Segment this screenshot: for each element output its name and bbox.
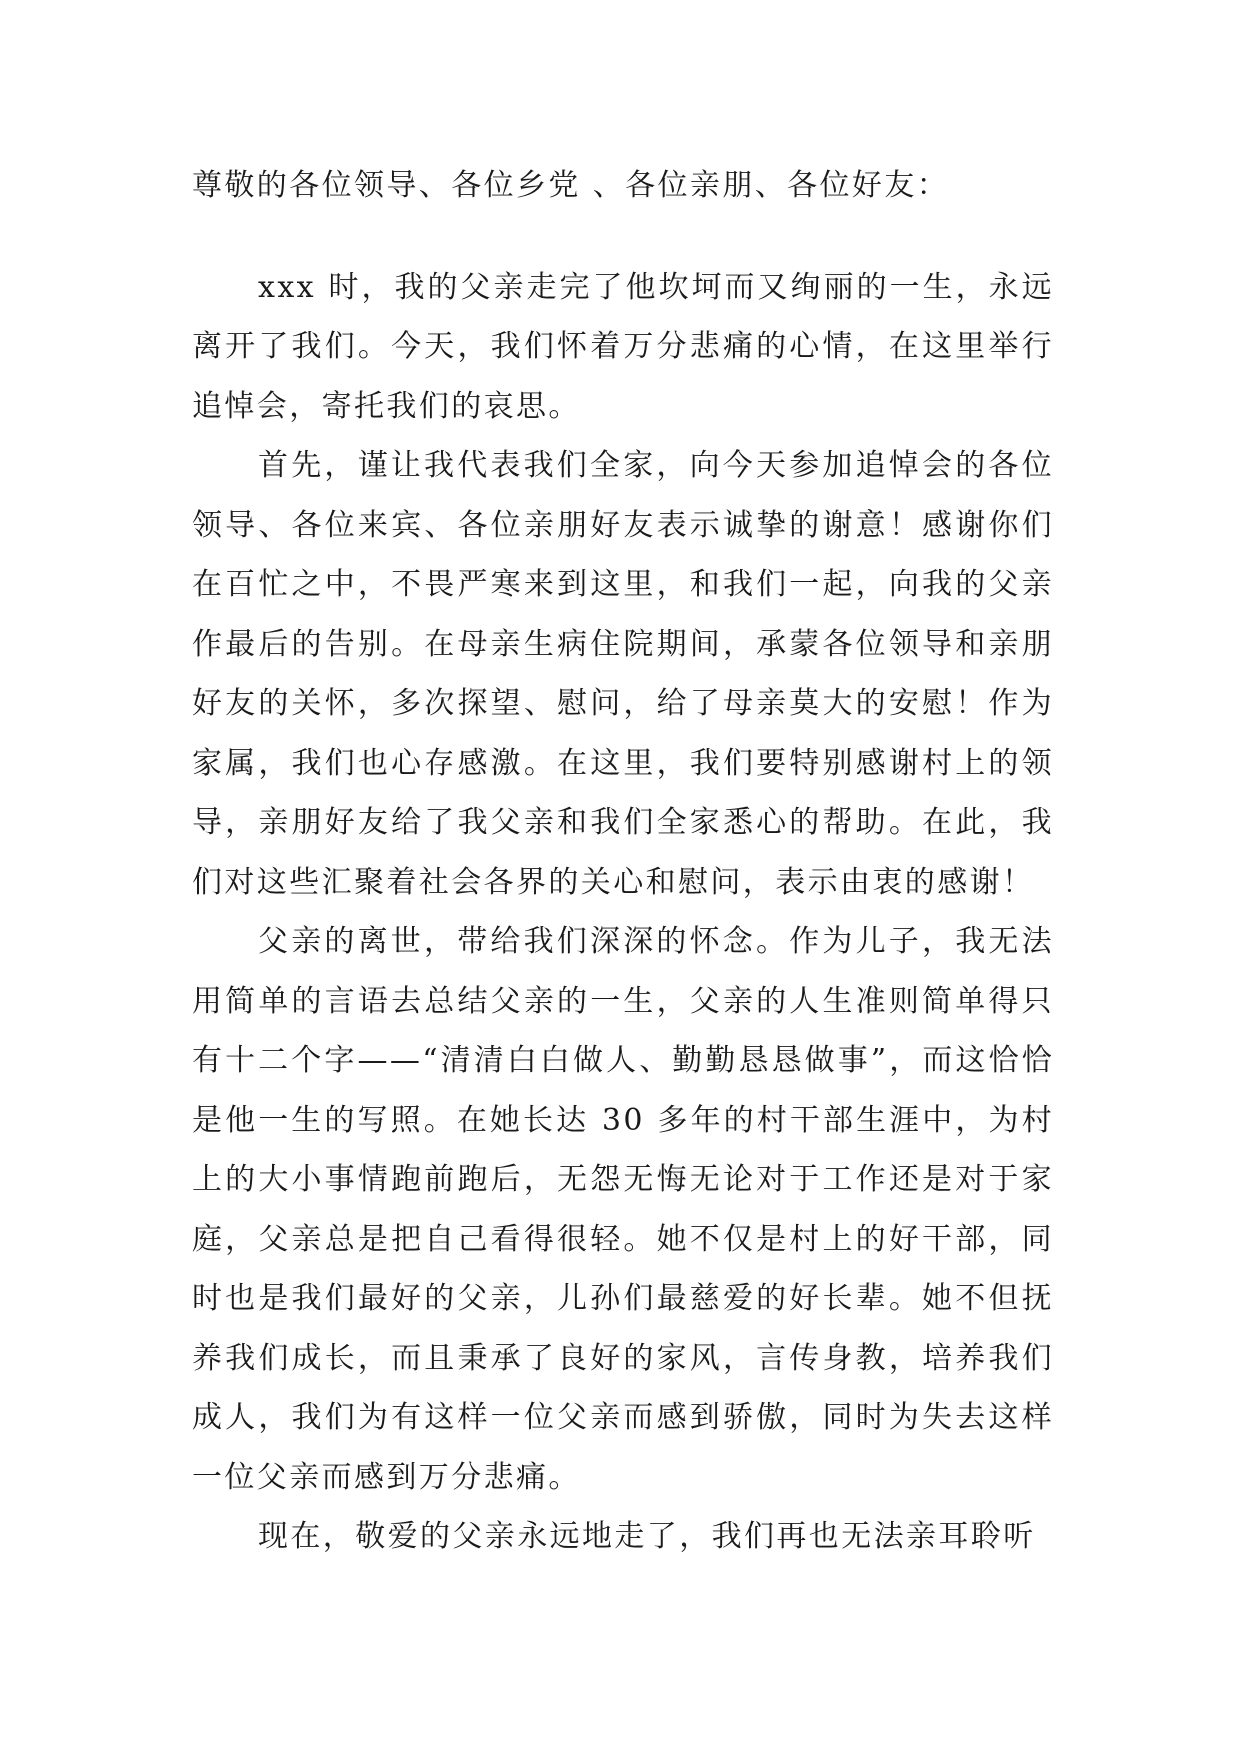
paragraph-4: 现在，敬爱的父亲永远地走了，我们再也无法亲耳聆听 (258, 1519, 1036, 1554)
salutation: 尊敬的各位领导、各位乡党 、各位亲朋、各位好友： (192, 168, 950, 203)
paragraph-2: 首先，谨让我代表我们全家，向今天参加追悼会的各位领导、各位来宾、各位亲朋好友表示诚挚的谢意！感谢你们在百忙之中，不畏严寒来到这里，和我们一起，向我的父亲作最后的告别。在母亲生病住院期间，承蒙各位领导和亲朋好友的关怀，多次探望、慰问，给了母亲莫大的安慰！作为家属，我们也心存感激。在这里，我们要特别感谢村上的领导，亲朋好友给了我父亲和我们全家悉心的帮助。在此，我们对这些汇聚着社会各界的关心和慰问，表示由衷的感谢！ (192, 448, 1054, 900)
paragraph-1: xxx 时，我的父亲走完了他坎坷而又绚丽的一生，永远离开了我们。今天，我们怀着万分悲痛的心情，在这里举行追悼会，寄托我们的哀思。 (192, 269, 1054, 424)
paragraph-3: 父亲的离世，带给我们深深的怀念。作为儿子，我无法用简单的言语去总结父亲的一生，父亲的人生准则简单得只有十二个字——“清清白白做人、勤勤恳恳做事”，而这恰恰是他一生的写照。在她长达 30 多年的村干部生涯中，为村上的大小事情跑前跑后，无怨无悔无论对于工作还是对于家庭，父亲总是把自己看得很轻。她不仅是村上的好干部，同时也是我们最好的父亲，儿孙们最慈爱的好长辈。她不但抚养我们成长，而且秉承了良好的家风，言传身教，培养我们成人，我们为有这样一位父亲而感到骄傲，同时为失去这样一位父亲而感到万分悲痛。 (192, 924, 1054, 1495)
document-body (192, 156, 1054, 1567)
